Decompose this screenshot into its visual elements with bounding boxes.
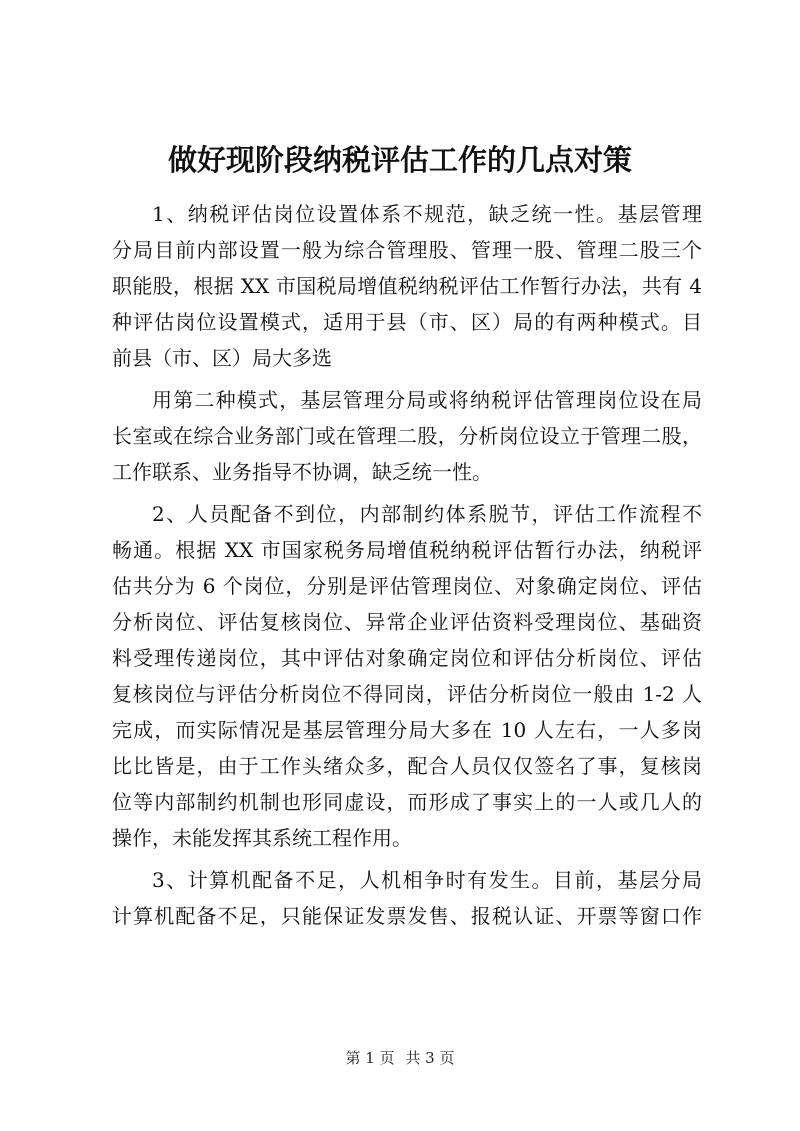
paragraph-line: 种评估岗位设置模式，适用于县（市、区）局的有两种模式。目 xyxy=(112,310,702,334)
paragraph-line: 1、纳税评估岗位设置体系不规范，缺乏统一性。基层管理 xyxy=(152,202,702,226)
document-body xyxy=(112,196,702,934)
paragraph-1 xyxy=(112,196,702,376)
paragraph-line: 职能股，根据 XX 市国税局增值税纳税评估工作暂行办法，共有 4 xyxy=(112,274,702,298)
paragraph-line: 位等内部制约机制也形同虚设，而形成了事实上的一人或几人的 xyxy=(112,790,702,814)
paragraph-line: 完成，而实际情况是基层管理分局大多在 10 人左右，一人多岗 xyxy=(112,718,702,742)
paragraph-line: 3、计算机配备不足，人机相争时有发生。目前，基层分局 xyxy=(152,868,702,892)
paragraph-line: 复核岗位与评估分析岗位不得同岗，评估分析岗位一般由 1-2 人 xyxy=(112,682,702,706)
paragraph-line: 操作，未能发挥其系统工程作用。 xyxy=(112,826,412,850)
page-footer xyxy=(0,1048,800,1068)
paragraph-line: 前县（市、区）局大多选 xyxy=(112,346,332,370)
page-total: 共 3 页 xyxy=(405,1049,455,1067)
paragraph-line: 料受理传递岗位，其中评估对象确定岗位和评估分析岗位、评估 xyxy=(112,646,702,670)
paragraph-line: 2、人员配备不到位，内部制约体系脱节，评估工作流程不 xyxy=(152,502,702,526)
document-title: 做好现阶段纳税评估工作的几点对策 xyxy=(167,143,632,177)
paragraph-3 xyxy=(112,496,702,856)
paragraph-2 xyxy=(112,382,702,490)
paragraph-4 xyxy=(112,862,702,934)
paragraph-line: 分局目前内部设置一般为综合管理股、管理一股、管理二股三个 xyxy=(112,238,702,262)
paragraph-line: 比比皆是，由于工作头绪众多，配合人员仅仅签名了事，复核岗 xyxy=(112,754,702,778)
paragraph-line: 长室或在综合业务部门或在管理二股，分析岗位设立于管理二股， xyxy=(112,424,702,448)
paragraph-line: 畅通。根据 XX 市国家税务局增值税纳税评估暂行办法，纳税评 xyxy=(112,538,702,562)
paragraph-line: 估共分为 6 个岗位，分别是评估管理岗位、对象确定岗位、评估 xyxy=(112,574,702,598)
paragraph-line: 计算机配备不足，只能保证发票发售、报税认证、开票等窗口作 xyxy=(112,904,702,928)
page-number: 第 1 页 xyxy=(345,1049,395,1067)
paragraph-line: 用第二种模式，基层管理分局或将纳税评估管理岗位设在局 xyxy=(152,388,702,412)
paragraph-line: 工作联系、业务指导不协调，缺乏统一性。 xyxy=(112,460,492,484)
paragraph-line: 分析岗位、评估复核岗位、异常企业评估资料受理岗位、基础资 xyxy=(112,610,702,634)
